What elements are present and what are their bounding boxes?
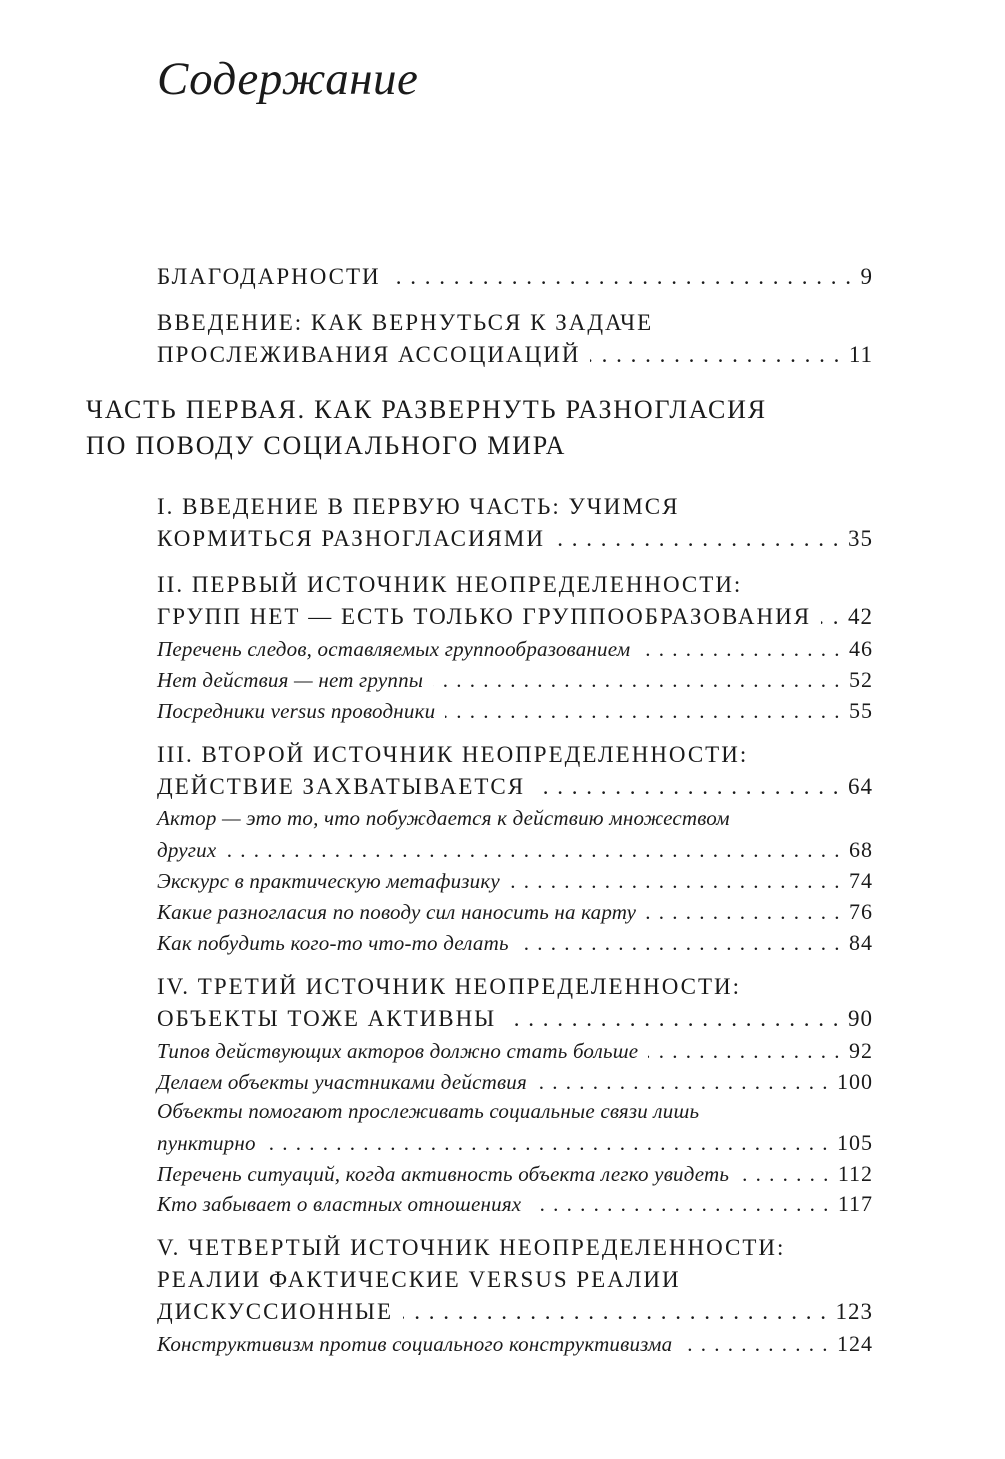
page-number: 11	[848, 342, 873, 367]
part-heading: ЧАСТЬ ПЕРВАЯ. КАК РАЗВЕРНУТЬ РАЗНОГЛАСИЯ	[86, 395, 767, 424]
chapter-5-heading-cont[interactable]	[157, 1299, 873, 1325]
page-number: 76	[849, 899, 873, 924]
chapter-1-heading-cont[interactable]	[157, 526, 873, 552]
dot-leader	[648, 1039, 841, 1064]
dot-leader	[510, 869, 841, 894]
chapter-4-heading[interactable]	[157, 974, 873, 1000]
toc-entry-label: Делаем объекты участниками действия	[157, 1070, 527, 1094]
page-number: 124	[837, 1331, 873, 1356]
toc-entry-label: ГРУПП НЕТ — ЕСТЬ ТОЛЬКО ГРУППООБРАЗОВАНИЯ	[157, 604, 812, 629]
section-entry[interactable]	[157, 868, 873, 894]
page-number: 84	[849, 930, 873, 955]
page-number: 68	[849, 837, 873, 862]
section-entry[interactable]	[157, 930, 873, 956]
toc-entry-label: ДИСКУССИОННЫЕ	[157, 1299, 394, 1324]
chapter-1-heading[interactable]	[157, 494, 873, 520]
toc-entry-label: ВВЕДЕНИЕ: КАК ВЕРНУТЬСЯ К ЗАДАЧЕ	[157, 310, 654, 335]
dot-leader	[537, 1070, 829, 1095]
page-number: 90	[848, 1006, 873, 1031]
dot-leader	[226, 838, 841, 863]
toc-entry-label: Как побудить кого-то что-то делать	[157, 931, 509, 955]
section-entry[interactable]	[157, 806, 873, 831]
toc-entry-label: Перечень следов, оставляемых группообразованием	[157, 637, 631, 661]
dot-leader	[403, 1299, 827, 1325]
toc-entry-introduction-cont[interactable]	[157, 342, 873, 368]
toc-entry-label: III. ВТОРОЙ ИСТОЧНИК НЕОПРЕДЕЛЕННОСТИ:	[157, 742, 749, 767]
toc-entry-label: ДЕЙСТВИЕ ЗАХВАТЫВАЕТСЯ	[157, 774, 526, 799]
page-number: 9	[860, 264, 873, 289]
section-entry[interactable]	[157, 1069, 873, 1095]
page-number: 42	[848, 604, 873, 629]
part-heading-cont: ПО ПОВОДУ СОЦИАЛЬНОГО МИРА	[86, 431, 567, 460]
dot-leader	[535, 774, 840, 800]
section-entry[interactable]	[157, 636, 873, 662]
section-entry[interactable]	[157, 667, 873, 693]
toc-entry-label: I. ВВЕДЕНИЕ В ПЕРВУЮ ЧАСТЬ: УЧИМСЯ	[157, 494, 680, 519]
toc-entry-label: РЕАЛИИ ФАКТИЧЕСКИЕ VERSUS РЕАЛИИ	[157, 1267, 681, 1292]
section-entry[interactable]	[157, 1038, 873, 1064]
dot-leader	[519, 931, 841, 956]
toc-entry-label: II. ПЕРВЫЙ ИСТОЧНИК НЕОПРЕДЕЛЕННОСТИ:	[157, 572, 743, 597]
toc-entry-label: пунктирно	[157, 1131, 256, 1155]
section-entry[interactable]	[157, 899, 873, 925]
toc-entry-introduction[interactable]	[157, 310, 873, 336]
page-title: Содержание	[157, 53, 419, 105]
page-number: 55	[849, 698, 873, 723]
dot-leader	[590, 342, 840, 368]
dot-leader	[445, 699, 841, 724]
section-entry[interactable]	[157, 698, 873, 724]
dot-leader	[739, 1162, 830, 1187]
toc-entry-label: Типов действующих акторов должно стать больше	[157, 1039, 639, 1063]
toc-entry-label: IV. ТРЕТИЙ ИСТОЧНИК НЕОПРЕДЕЛЕННОСТИ:	[157, 974, 742, 999]
toc-entry-label: Актор — это то, что побуждается к действию множеством	[157, 806, 730, 830]
section-entry[interactable]	[157, 1331, 873, 1357]
dot-leader	[821, 604, 840, 630]
toc-entry-label: других	[157, 838, 217, 862]
chapter-2-heading[interactable]	[157, 572, 873, 598]
page-number: 123	[835, 1299, 873, 1324]
dot-leader	[391, 264, 853, 290]
dot-leader	[640, 637, 841, 662]
toc-entry-label: ОБЪЕКТЫ ТОЖЕ АКТИВНЫ	[157, 1006, 497, 1031]
page-number: 100	[837, 1069, 873, 1094]
chapter-4-heading-cont[interactable]	[157, 1006, 873, 1032]
section-entry-cont[interactable]	[157, 837, 873, 863]
toc-entry-label: Посредники versus проводники	[157, 699, 436, 723]
toc-entry-label: Кто забывает о властных отношениях	[157, 1192, 522, 1216]
toc-entry-label: Какие разногласия по поводу сил наносить на карту	[157, 900, 637, 924]
toc-entry-label: Объекты помогают прослеживать социальные связи лишь	[157, 1099, 700, 1123]
chapter-2-heading-cont[interactable]	[157, 604, 873, 630]
toc-entry-label: Экскурс в практическую метафизику	[157, 869, 500, 893]
dot-leader	[506, 1006, 840, 1032]
dot-leader	[433, 668, 841, 693]
toc-entry-label: БЛАГОДАРНОСТИ	[157, 264, 381, 289]
dot-leader	[266, 1131, 829, 1156]
dot-leader	[531, 1192, 830, 1217]
toc-entry-label: ПРОСЛЕЖИВАНИЯ АССОЦИАЦИЙ	[157, 342, 581, 367]
page-number: 64	[848, 774, 873, 799]
chapter-3-heading-cont[interactable]	[157, 774, 873, 800]
dot-leader	[646, 900, 841, 925]
toc-entry-label: V. ЧЕТВЕРТЫЙ ИСТОЧНИК НЕОПРЕДЕЛЕННОСТИ:	[157, 1235, 786, 1260]
toc-entry-label: КОРМИТЬСЯ РАЗНОГЛАСИЯМИ	[157, 526, 545, 551]
toc-entry-label: Конструктивизм против социального конструктивизма	[157, 1332, 673, 1356]
page-number: 112	[837, 1161, 873, 1186]
dot-leader	[555, 526, 840, 552]
page-number: 35	[848, 526, 873, 551]
page-number: 74	[849, 868, 873, 893]
chapter-5-heading[interactable]	[157, 1235, 873, 1261]
section-entry[interactable]	[157, 1099, 873, 1124]
chapter-5-heading-cont[interactable]	[157, 1267, 873, 1293]
page-number: 117	[837, 1191, 873, 1216]
section-entry[interactable]	[157, 1161, 873, 1187]
toc-entry-label: Нет действия — нет группы	[157, 668, 424, 692]
section-entry-cont[interactable]	[157, 1130, 873, 1156]
toc-entry-label: Перечень ситуаций, когда активность объекта легко увидеть	[157, 1162, 730, 1186]
page-number: 92	[849, 1038, 873, 1063]
page-number: 105	[837, 1130, 873, 1155]
dot-leader	[682, 1332, 829, 1357]
toc-entry-acknowledgments[interactable]	[157, 264, 873, 290]
page-number: 52	[849, 667, 873, 692]
section-entry[interactable]	[157, 1191, 873, 1217]
page-number: 46	[849, 636, 873, 661]
chapter-3-heading[interactable]	[157, 742, 873, 768]
